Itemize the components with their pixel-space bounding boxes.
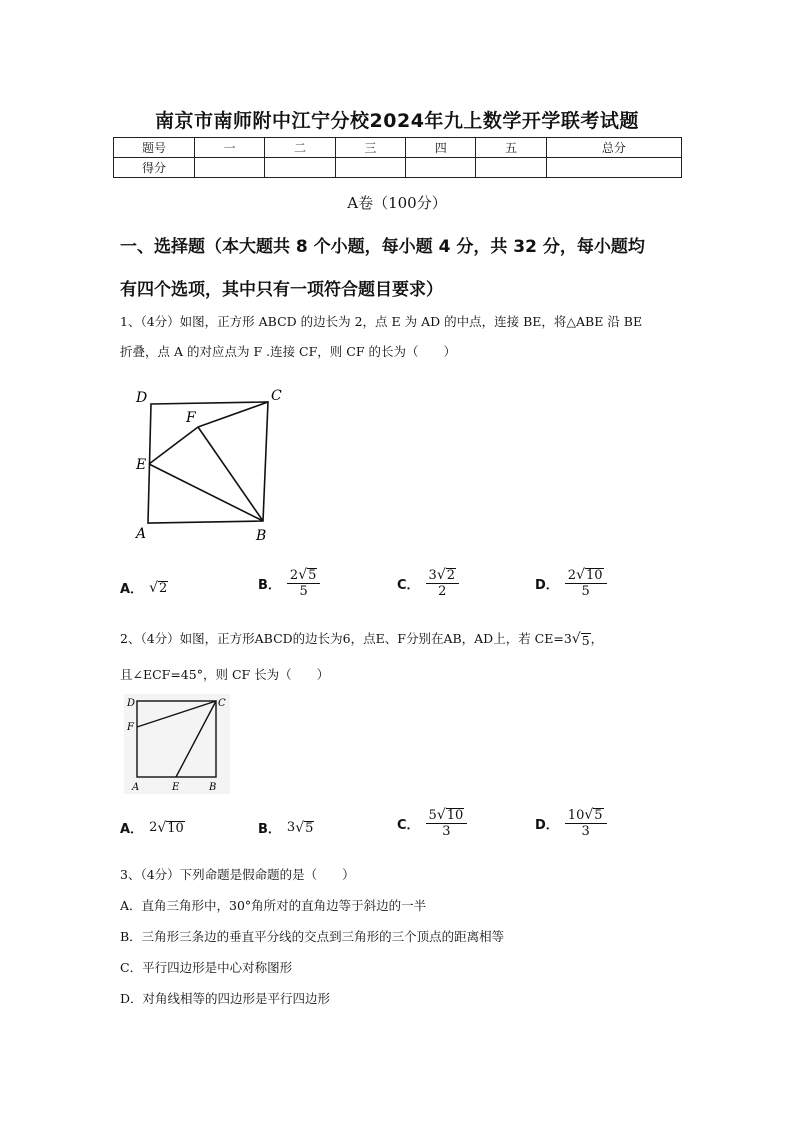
- q1-option-a[interactable]: A． √ 2: [120, 579, 168, 597]
- score-header-cell: 题号: [114, 138, 195, 158]
- q2-option-c[interactable]: C． 5 √ 10 3: [397, 808, 467, 839]
- q3-option-b[interactable]: B．三角形三条边的垂直平分线的交点到三角形的三个顶点的距离相等: [120, 929, 505, 944]
- q1-segment-fc: [198, 402, 268, 427]
- q1-option-d[interactable]: D． 2 √ 10 5: [535, 568, 607, 599]
- q1-stem-line2: 折叠，点 A 的对应点为 F .连接 CF，则 CF 的长为（ ）: [120, 344, 456, 359]
- q2-label-d: D: [127, 698, 136, 709]
- q2-stem-line2: 且∠ECF=45°，则 CF 长为（ ）: [120, 667, 330, 682]
- score-cell[interactable]: [195, 158, 265, 178]
- q1-segment-eb: [149, 464, 263, 521]
- q1-label-c: C: [271, 388, 282, 404]
- q3-option-c[interactable]: C．平行四边形是中心对称图形: [120, 960, 293, 975]
- q1-segment-fb: [198, 427, 263, 521]
- q2-label-a: A: [132, 782, 140, 793]
- score-table-score-row: [114, 158, 682, 178]
- score-header-cell: 一: [195, 138, 265, 158]
- score-table-header-row: [114, 138, 682, 158]
- q2-stem-line1: 2、（4分）如图，正方形ABCD的边长为6，点E、F分别在AB，AD上，若 CE=3 √ 5 ，: [120, 631, 604, 648]
- score-header-cell: 二: [265, 138, 335, 158]
- q1-label-d: D: [136, 390, 148, 406]
- q2-label-c: C: [218, 698, 226, 709]
- q1-square: [148, 402, 268, 523]
- q3-option-d[interactable]: D．对角线相等的四边形是平行四边形: [120, 991, 331, 1006]
- q2-option-a[interactable]: A． 2 √ 10: [120, 819, 184, 837]
- score-row-label: 得分: [114, 158, 195, 178]
- score-cell[interactable]: [265, 158, 335, 178]
- q1-label-a: A: [136, 526, 147, 542]
- section-heading-line1: 一、选择题（本大题共 8 个小题，每小题 4 分，共 32 分，每小题均: [120, 237, 645, 257]
- section-title: A卷（100分）: [347, 194, 447, 212]
- q2-label-b: B: [209, 782, 217, 793]
- q1-option-c[interactable]: C． 3 √ 2 2: [397, 568, 459, 599]
- score-header-cell: 三: [335, 138, 405, 158]
- q2-option-b[interactable]: B． 3 √ 5: [258, 819, 314, 837]
- q1-segment-ef: [149, 427, 198, 464]
- q1-label-e: E: [136, 457, 147, 473]
- q2-option-d[interactable]: D． 10 √ 5 3: [535, 808, 607, 839]
- score-header-cell: 总分: [546, 138, 681, 158]
- score-cell[interactable]: [476, 158, 546, 178]
- q1-stem-line1: 1、（4分）如图，正方形 ABCD 的边长为 2，点 E 为 AD 的中点，连接 BE，将△ABE 沿 BE: [120, 314, 643, 329]
- q2-label-f: F: [127, 722, 134, 733]
- score-table: [113, 137, 682, 178]
- score-cell[interactable]: [406, 158, 476, 178]
- q1-label-f: F: [186, 410, 196, 426]
- q2-figure: [124, 694, 230, 794]
- q1-figure: [128, 384, 298, 546]
- q2-label-e: E: [172, 782, 180, 793]
- q3-stem: 3、（4分）下列命题是假命题的是（ ）: [120, 867, 355, 882]
- score-header-cell: 四: [406, 138, 476, 158]
- section-heading-line2: 有四个选项，其中只有一项符合题目要求）: [120, 280, 443, 300]
- score-header-cell: 五: [476, 138, 546, 158]
- score-cell[interactable]: [546, 158, 681, 178]
- q3-option-a[interactable]: A．直角三角形中，30°角所对的直角边等于斜边的一半: [120, 898, 427, 913]
- q1-label-b: B: [256, 528, 267, 544]
- q1-option-b[interactable]: B． 2 √ 5 5: [258, 568, 320, 599]
- page-title: 南京市南师附中江宁分校2024年九上数学开学联考试题: [155, 110, 639, 132]
- score-cell[interactable]: [335, 158, 405, 178]
